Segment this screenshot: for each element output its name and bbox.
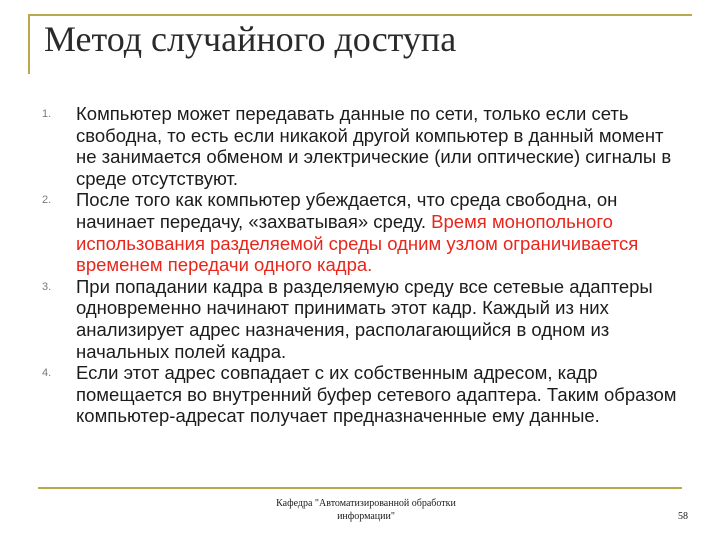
numbered-list <box>40 103 680 427</box>
item-text <box>76 276 680 362</box>
highlighted-text: Время монопольного использования разделяемой среды одним узлом ограничивается временем передачи одного кадра. <box>76 210 639 276</box>
title-left-rule <box>28 14 30 74</box>
item-text <box>76 189 680 275</box>
list-item <box>40 276 680 362</box>
item-number: 3. <box>42 280 52 293</box>
item-number: 1. <box>42 108 52 120</box>
item-text <box>76 362 680 427</box>
item-number: 2. <box>42 194 52 207</box>
list-item <box>40 103 680 189</box>
item-text-body: Если этот адрес совпадает с их собственным адресом, кадр помещается во внутренний буфер сетевого адаптера. Таким образом компьютер-адресат получает предназначенные ему данные. <box>76 362 677 427</box>
item-text-body: При попадании кадра в разделяемую среду все сетевые адаптеры одновременно начинают принимать этот кадр. Каждый из них анализирует адрес назначения, располагающийся в одном из начальных полей кадра. <box>76 275 653 362</box>
item-text <box>76 103 680 189</box>
item-number: 4. <box>42 367 52 380</box>
title-top-rule <box>28 14 692 16</box>
slide-title: Метод случайного доступа <box>44 19 457 59</box>
page-number: 58 <box>678 511 688 522</box>
item-text-body: Компьютер может передавать данные по сети, только если сеть свободна, то есть если никакой другой компьютер в данный момент не занимается обменом и электрические (или оптические) сигналы в среде отсутствуют. <box>76 103 672 189</box>
item-text-body: После того как компьютер убеждается, что среда свободна, он начинает передачу, «захватывая» среду. <box>76 189 618 232</box>
list-item <box>40 189 680 275</box>
footer-text: Кафедра "Автоматизированной обработки информации" <box>276 498 456 522</box>
footer-rule <box>38 487 682 489</box>
list-item <box>40 362 680 427</box>
